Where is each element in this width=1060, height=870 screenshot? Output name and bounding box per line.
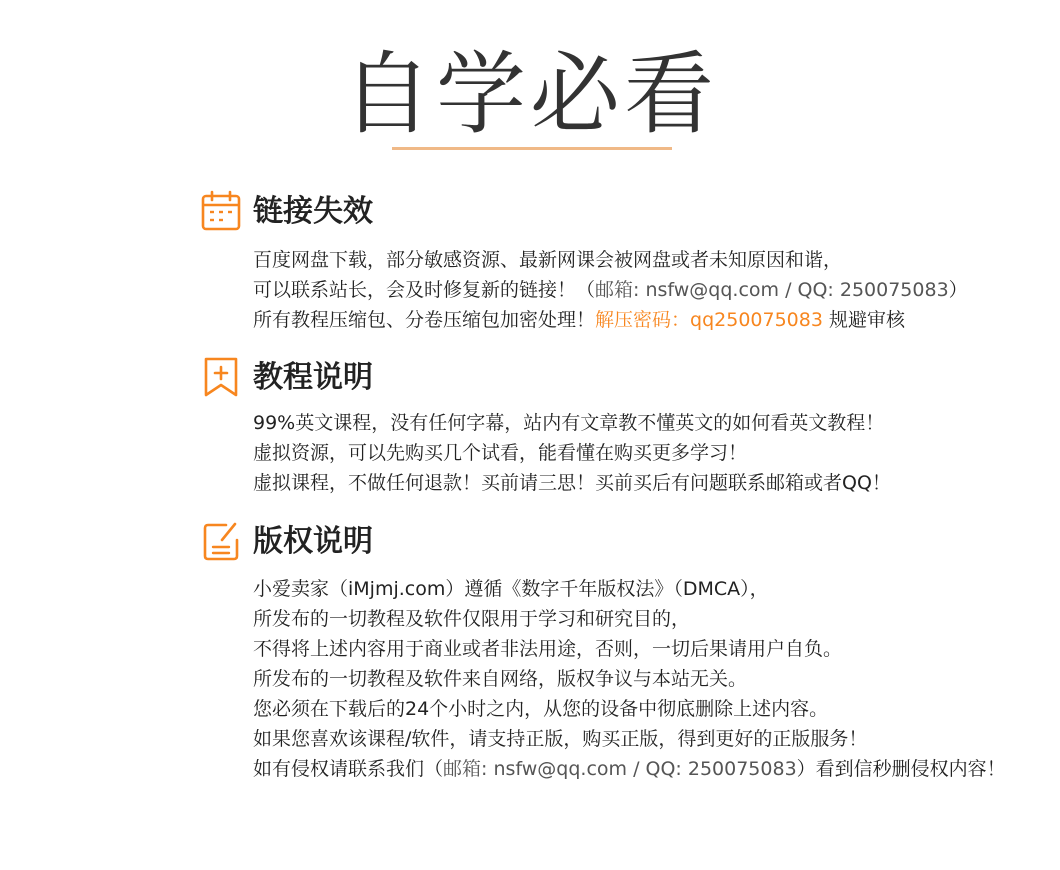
contact-email: 邮箱: nsfw@qq.com / QQ: 250075083	[443, 758, 797, 780]
section-title: 教程说明	[253, 360, 373, 395]
password-label: 解压密码：	[595, 309, 691, 331]
section-header	[200, 356, 1040, 400]
section-tutorial-notes	[200, 356, 1040, 498]
line-text: 如有侵权请联系我们（	[253, 758, 444, 780]
edit-document-icon	[200, 520, 242, 562]
body-line	[253, 275, 1040, 305]
body-line: 虚拟课程，不做任何退款！买前请三思！买前买后有问题联系邮箱或者QQ！	[253, 472, 891, 494]
section-link-expired	[200, 190, 1040, 335]
bookmark-plus-icon	[200, 356, 242, 398]
calendar-icon	[200, 190, 242, 232]
section-body	[253, 408, 1040, 498]
password-value: qq250075083	[690, 309, 823, 331]
line-text: ）	[948, 279, 968, 301]
body-line: 百度网盘下载，部分敏感资源、最新网课会被网盘或者未知原因和谐，	[253, 249, 843, 271]
body-line: 如果您喜欢该课程/软件，请支持正版，购买正版，得到更好的正版服务！	[253, 728, 868, 750]
body-line	[253, 754, 1040, 784]
section-body	[253, 245, 1040, 335]
section-title: 链接失效	[253, 194, 373, 229]
page-title: 自学必看	[342, 42, 718, 147]
body-line: 虚拟资源，可以先购买几个试看，能看懂在购买更多学习！	[253, 442, 748, 464]
body-line: 所发布的一切教程及软件来自网络，版权争议与本站无关。	[253, 668, 748, 690]
section-title: 版权说明	[253, 524, 373, 559]
line-text: 可以联系站长，会及时修复新的链接！（	[253, 279, 596, 301]
body-line: 小爱卖家（iMjmj.com）遵循《数字千年版权法》（DMCA），	[253, 578, 769, 600]
section-body	[253, 574, 1040, 784]
section-copyright	[200, 520, 1040, 784]
contact-email: 邮箱: nsfw@qq.com / QQ: 250075083	[595, 279, 949, 301]
line-text: ）看到信秒删侵权内容！	[796, 758, 1006, 780]
body-line: 您必须在下载后的24个小时之内，从您的设备中彻底删除上述内容。	[253, 698, 829, 720]
body-line: 所发布的一切教程及软件仅限用于学习和研究目的，	[253, 608, 691, 630]
line-text: 所有教程压缩包、分卷压缩包加密处理！	[253, 309, 596, 331]
section-header	[200, 520, 1040, 564]
line-text: 规避审核	[822, 309, 905, 331]
body-line	[253, 305, 1040, 335]
body-line: 99%英文课程，没有任何字幕，站内有文章教不懂英文的如何看英文教程！	[253, 412, 885, 434]
section-header	[200, 190, 1040, 234]
body-line: 不得将上述内容用于商业或者非法用途，否则，一切后果请用户自负。	[253, 638, 843, 660]
title-underline	[392, 147, 672, 150]
